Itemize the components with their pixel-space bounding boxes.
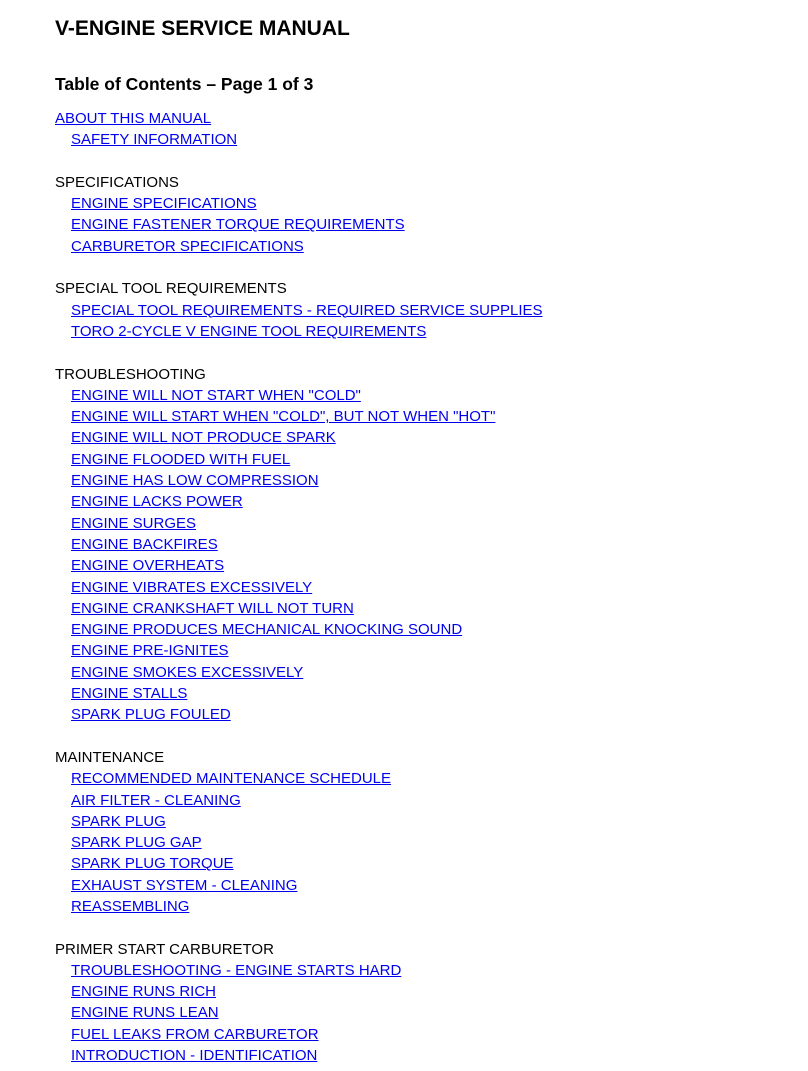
toc-link[interactable]: EXHAUST SYSTEM - CLEANING (71, 876, 298, 894)
toc-heading-link[interactable]: ABOUT THIS MANUAL (55, 110, 212, 127)
toc-link[interactable]: ENGINE WILL START WHEN "COLD", BUT NOT WHEN "HOT" (71, 408, 496, 426)
toc-link[interactable]: ENGINE FASTENER TORQUE REQUIREMENTS (71, 216, 405, 234)
toc-section (55, 278, 808, 342)
toc-link[interactable]: ENGINE SPECIFICATIONS (71, 195, 257, 213)
toc-link[interactable]: ENGINE RUNS RICH (71, 983, 217, 1001)
toc-link[interactable]: RECOMMENDED MAINTENANCE SCHEDULE (71, 770, 392, 788)
toc-link[interactable]: ENGINE LACKS POWER (71, 493, 243, 511)
toc-section-heading: SPECIAL TOOL REQUIREMENTS (55, 280, 287, 298)
toc-link[interactable]: ENGINE STALLS (71, 685, 188, 703)
toc-section (55, 364, 808, 726)
toc-link[interactable]: INTRODUCTION - IDENTIFICATION (71, 1047, 318, 1065)
toc-section-heading: MAINTENANCE (55, 748, 165, 766)
toc-link[interactable]: SPECIAL TOOL REQUIREMENTS - REQUIRED SERVICE SUPPLIES (71, 301, 543, 319)
toc-link[interactable]: TROUBLESHOOTING - ENGINE STARTS HARD (71, 961, 402, 979)
toc-section (55, 939, 808, 1067)
toc-link[interactable]: ENGINE PRE-IGNITES (71, 642, 229, 660)
toc-section (55, 172, 808, 257)
toc-link[interactable]: ENGINE CRANKSHAFT WILL NOT TURN (71, 599, 354, 617)
document-title: V-ENGINE SERVICE MANUAL (55, 17, 350, 40)
toc-link[interactable]: ENGINE WILL NOT PRODUCE SPARK (71, 429, 336, 447)
toc-link[interactable]: ENGINE SURGES (71, 514, 197, 532)
toc-link[interactable]: SPARK PLUG GAP (71, 834, 202, 852)
toc-link[interactable]: CARBURETOR SPECIFICATIONS (71, 237, 304, 255)
toc-link[interactable]: ENGINE SMOKES EXCESSIVELY (71, 663, 304, 681)
toc-link[interactable]: REASSEMBLING (71, 897, 190, 915)
toc-link[interactable]: ENGINE FLOODED WITH FUEL (71, 450, 291, 468)
toc-section-heading: PRIMER START CARBURETOR (55, 940, 274, 958)
document-subtitle: Table of Contents – Page 1 of 3 (55, 74, 314, 94)
toc-link[interactable]: AIR FILTER - CLEANING (71, 791, 241, 809)
toc-link[interactable]: ENGINE WILL NOT START WHEN "COLD" (71, 386, 361, 404)
toc-link[interactable]: TORO 2-CYCLE V ENGINE TOOL REQUIREMENTS (71, 322, 427, 340)
toc-link[interactable]: SPARK PLUG FOULED (71, 706, 231, 724)
toc-link[interactable]: ENGINE HAS LOW COMPRESSION (71, 472, 319, 490)
toc-link[interactable]: ENGINE BACKFIRES (71, 535, 218, 553)
toc-link[interactable]: ENGINE PRODUCES MECHANICAL KNOCKING SOUND (71, 621, 463, 639)
toc-link[interactable]: ENGINE RUNS LEAN (71, 1004, 219, 1022)
toc-section (55, 747, 808, 917)
toc-link[interactable]: SAFETY INFORMATION (71, 131, 238, 149)
toc-link[interactable]: ENGINE VIBRATES EXCESSIVELY (71, 578, 313, 596)
toc-section (55, 108, 808, 151)
toc-link[interactable]: FUEL LEAKS FROM CARBURETOR (71, 1025, 319, 1043)
table-of-contents (55, 108, 808, 1066)
toc-link[interactable]: ENGINE OVERHEATS (71, 557, 225, 575)
toc-section-heading: TROUBLESHOOTING (55, 365, 206, 383)
toc-link[interactable]: SPARK PLUG (71, 812, 166, 830)
toc-section-heading: SPECIFICATIONS (55, 173, 179, 191)
toc-link[interactable]: SPARK PLUG TORQUE (71, 855, 234, 873)
